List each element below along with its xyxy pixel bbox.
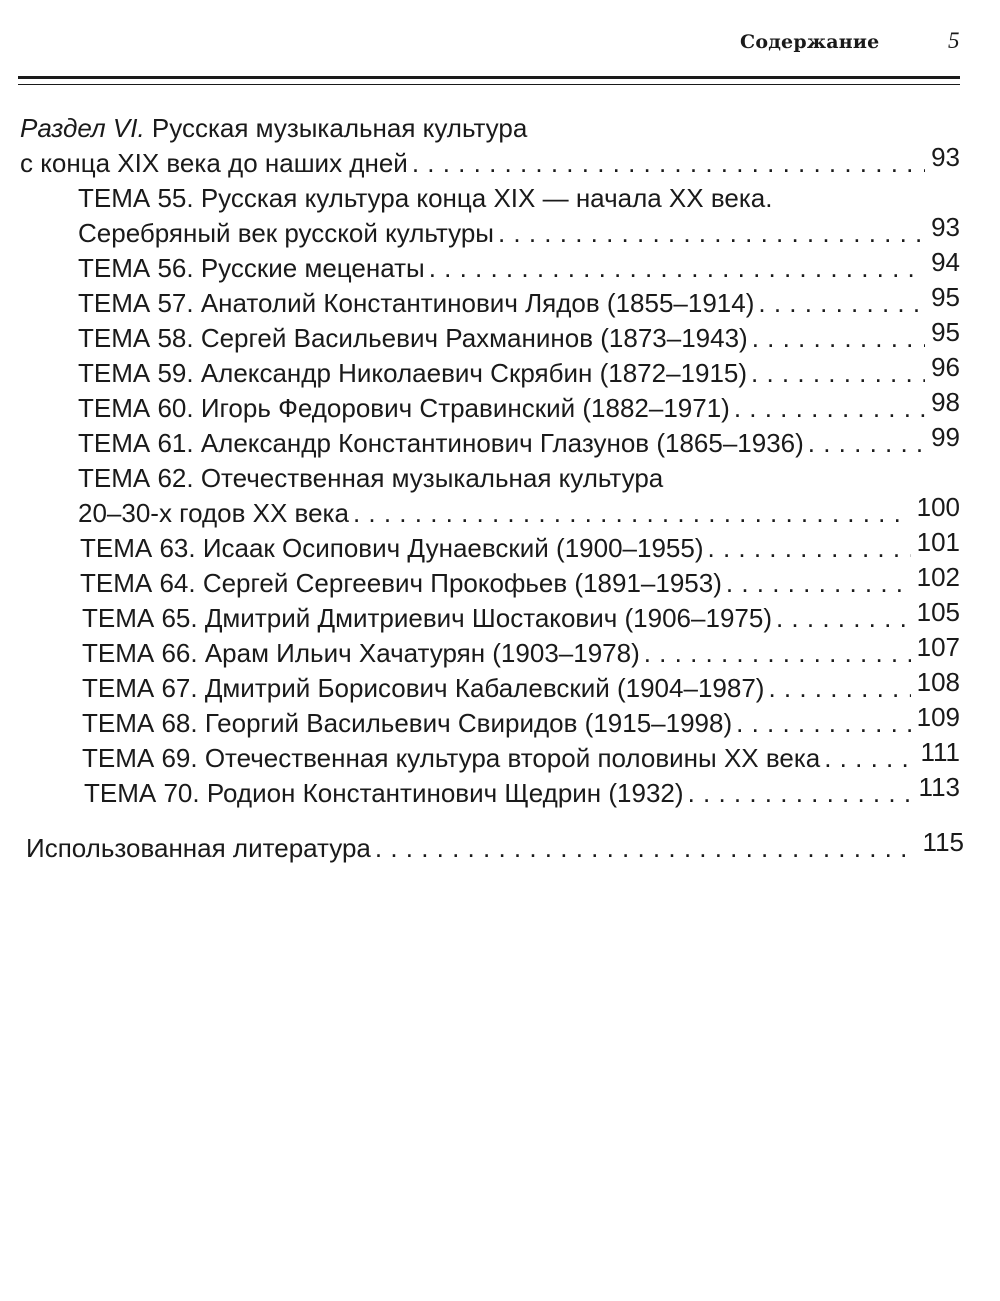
toc-entry-63[interactable] [80, 527, 960, 566]
toc-entry-69[interactable] [82, 737, 960, 776]
toc-entry-text: 20–30-х годов XX века [78, 498, 349, 528]
dot-leader [736, 705, 910, 741]
toc-entry-60[interactable] [78, 387, 960, 426]
dot-leader [498, 215, 925, 251]
header-rule-thin [18, 84, 960, 85]
toc-entry-text: ТЕМА 65. Дмитрий Дмитриевич Шостакович (1906–1975) [82, 603, 772, 633]
toc-entry-text: ТЕМА 64. Сергей Сергеевич Прокофьев (1891–1953) [80, 568, 722, 598]
toc-entry-55-line2[interactable] [78, 212, 960, 251]
toc-entry-text: ТЕМА 59. Александр Николаевич Скрябин (1872–1915) [78, 358, 748, 388]
toc-entry-page: 101 [916, 527, 960, 557]
dot-leader [734, 390, 925, 426]
toc-entry-text: ТЕМА 56. Русские меценаты [78, 253, 425, 283]
toc-entry-page: 107 [916, 632, 960, 662]
toc-entry-65[interactable] [82, 597, 960, 636]
dot-leader [824, 740, 914, 776]
toc-entry-page: 108 [916, 667, 960, 697]
toc-entry-text: ТЕМА 63. Исаак Осипович Дунаевский (1900–1955) [80, 533, 704, 563]
toc-entry-59[interactable] [78, 352, 960, 391]
dot-leader [808, 425, 925, 461]
running-title: Содержание [740, 31, 880, 53]
section-title-part1: Русская музыкальная культура [144, 113, 528, 143]
toc-entry-67[interactable] [82, 667, 960, 706]
dot-leader [375, 830, 917, 866]
dot-leader [353, 495, 911, 531]
toc-entry-64[interactable] [80, 562, 960, 601]
dot-leader [688, 775, 913, 811]
dot-leader [429, 250, 925, 286]
toc-entry-page: 100 [916, 492, 960, 522]
dot-leader [758, 285, 925, 321]
dot-leader [412, 145, 925, 181]
toc-entry-page: 113 [918, 772, 960, 802]
dot-leader [768, 670, 910, 706]
toc-entry-page: 99 [931, 422, 960, 452]
section-title-part2: с конца XIX века до наших дней [20, 148, 408, 178]
toc-entry-page: 95 [931, 282, 960, 312]
toc-entry-page: 95 [931, 317, 960, 347]
toc-entry-page: 115 [922, 827, 964, 857]
toc-entry-55-line1[interactable] [78, 180, 772, 216]
toc-entry-page: 98 [931, 387, 960, 417]
toc-entry-text: Использованная литература [26, 833, 371, 863]
page-number: 5 [948, 28, 960, 53]
toc-entry-page: 109 [916, 702, 960, 732]
running-head [0, 0, 1000, 80]
toc-entry-text: ТЕМА 69. Отечественная культура второй половины XX века [82, 743, 821, 773]
toc-entry-text: ТЕМА 66. Арам Ильич Хачатурян (1903–1978) [82, 638, 640, 668]
toc-entry-61[interactable] [78, 422, 960, 461]
toc-entry-66[interactable] [82, 632, 960, 671]
toc-entry-text: ТЕМА 68. Георгий Васильевич Свиридов (1915–1998) [82, 708, 733, 738]
dot-leader [752, 320, 925, 356]
toc-entry-page: 102 [916, 562, 960, 592]
toc-entry-text: ТЕМА 70. Родион Константинович Щедрин (1932) [84, 778, 684, 808]
dot-leader [726, 565, 911, 601]
header-rule-thick [18, 76, 960, 79]
dot-leader [751, 355, 925, 391]
section-page: 93 [931, 142, 960, 172]
toc-entry-62-line1[interactable] [78, 460, 663, 496]
toc-entry-page: 93 [931, 212, 960, 242]
toc-entry-text: Серебряный век русской культуры [78, 218, 494, 248]
toc-entry-text: ТЕМА 55. Русская культура конца XIX — начала XX века. [78, 183, 773, 213]
toc-entry-57[interactable] [78, 282, 960, 321]
toc-entry-62-line2[interactable] [78, 492, 960, 531]
toc-entry-page: 105 [916, 597, 960, 627]
toc-entry-text: ТЕМА 60. Игорь Федорович Стравинский (1882–1971) [78, 393, 730, 423]
toc-entry-text: ТЕМА 67. Дмитрий Борисович Кабалевский (1904–1987) [82, 673, 765, 703]
toc-entry-page: 94 [931, 247, 960, 277]
toc-entry-page: 96 [931, 352, 960, 382]
toc-entry-68[interactable] [82, 702, 960, 741]
toc-entry-70[interactable] [84, 772, 960, 811]
dot-leader [776, 600, 911, 636]
toc-entry-56[interactable] [78, 247, 960, 286]
toc-entry-text: ТЕМА 58. Сергей Васильевич Рахманинов (1873–1943) [78, 323, 748, 353]
toc-entry-page: 111 [920, 737, 960, 767]
toc-entry-text: ТЕМА 61. Александр Константинович Глазунов (1865–1936) [78, 428, 804, 458]
section-heading-line1[interactable] [20, 110, 527, 146]
dot-leader [708, 530, 911, 566]
section-label: Раздел VI. [20, 113, 145, 143]
section-heading-line2[interactable] [20, 142, 960, 181]
toc-entry-text: ТЕМА 57. Анатолий Константинович Лядов (1855–1914) [78, 288, 755, 318]
toc-entry-text: ТЕМА 62. Отечественная музыкальная культура [78, 463, 664, 493]
dot-leader [644, 635, 911, 671]
toc-entry-58[interactable] [78, 317, 960, 356]
toc-entry-bibliography[interactable] [26, 827, 964, 866]
